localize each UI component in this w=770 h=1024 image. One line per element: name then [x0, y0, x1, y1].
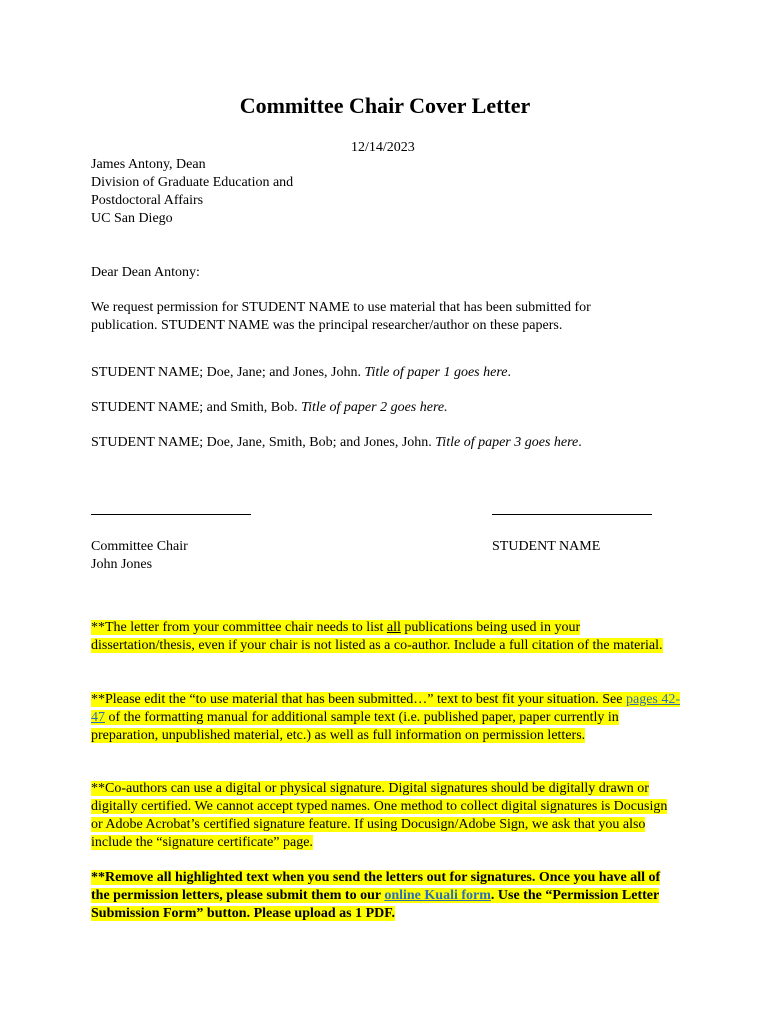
- chair-role: Committee Chair: [91, 539, 188, 554]
- address-line: James Antony, Dean: [91, 157, 206, 172]
- student-name: STUDENT NAME: [492, 539, 601, 554]
- citation-title: Title of paper 2 goes here.: [301, 400, 448, 415]
- note-text: **Please edit the “to use material that has been submitted…” text to best fit your situation. See: [91, 692, 626, 707]
- citation-authors: STUDENT NAME; Doe, Jane, Smith, Bob; and Jones, John.: [91, 435, 432, 450]
- page-title: Committee Chair Cover Letter: [239, 93, 531, 118]
- pages-42-47-link[interactable]: pages 42-47: [91, 692, 681, 725]
- signature-line-left-text: [91, 500, 231, 518]
- signature-line-right-text: [492, 500, 632, 518]
- chair-signature-block: [91, 538, 188, 574]
- note-remove-highlight: [91, 869, 681, 923]
- citation-authors: STUDENT NAME; Doe, Jane; and Jones, John.: [91, 365, 361, 380]
- salutation: Dear Dean Antony:: [91, 265, 200, 280]
- citation-end: .: [578, 435, 582, 450]
- note-list-publications: [91, 619, 681, 655]
- note-text: **The letter from your committee chair needs to list: [91, 620, 387, 635]
- letter-date: 12/14/2023: [351, 140, 415, 155]
- citation-2: [91, 399, 448, 417]
- address-line: UC San Diego: [91, 211, 173, 226]
- note-underline: all: [386, 620, 401, 635]
- kuali-form-link[interactable]: online Kuali form: [384, 888, 491, 903]
- citation-3: [91, 434, 582, 452]
- note-text: **Remove all highlighted text when you send the letters out for signatures. Once you have all of the permission letters, please submit them to our: [91, 870, 661, 903]
- note-edit-text: [91, 691, 681, 745]
- note-text: of the formatting manual for additional sample text (i.e. published paper, paper currently in preparation, unpublished material, etc.) as well as full information on permission letters.: [91, 710, 619, 743]
- body-paragraph: We request permission for STUDENT NAME to use material that has been submitted for publication. STUDENT NAME was the principal researcher/author on these papers.: [91, 300, 591, 333]
- citation-title: Title of paper 1 goes here: [364, 365, 508, 380]
- student-signature-block: [492, 538, 600, 556]
- citation-authors: STUDENT NAME; and Smith, Bob.: [91, 400, 298, 415]
- note-text: publications being used in your dissertation/thesis, even if your chair is not listed as a co-author. Include a full citation of the material.: [91, 620, 663, 653]
- chair-name: John Jones: [91, 557, 153, 572]
- citation-end: .: [507, 365, 511, 380]
- citation-1: [91, 364, 511, 382]
- note-text: **Co-authors can use a digital or physical signature. Digital signatures should be digitally drawn or digitally certified. We cannot accept typed names. One method to collect digital signatures is Docusign or Adobe Acrobat’s certified signature feature. If using Docusign/Adobe Sign, we ask that you also include the “signature certificate” page.: [91, 781, 668, 850]
- address-line: Postdoctoral Affairs: [91, 193, 204, 208]
- note-coauthor-signatures: [91, 780, 681, 852]
- recipient-address: [91, 156, 293, 228]
- signature-line-right: [492, 514, 652, 515]
- citation-title: Title of paper 3 goes here: [435, 435, 579, 450]
- address-line: Division of Graduate Education and: [91, 175, 294, 190]
- signature-line-left: [91, 514, 251, 515]
- note-text: . Use the “Permission Letter Submission Form” button. Please upload as 1 PDF.: [91, 888, 659, 921]
